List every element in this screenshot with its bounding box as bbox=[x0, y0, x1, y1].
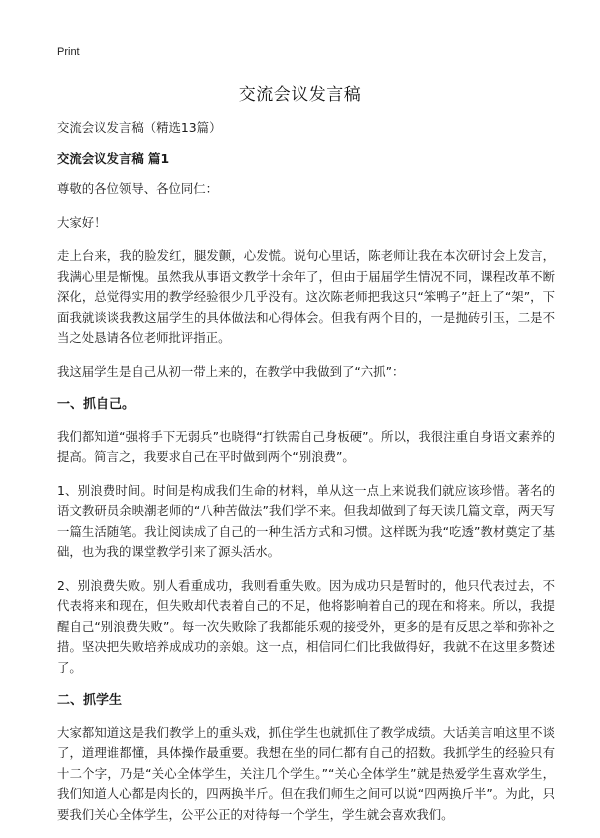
salutation: 尊敬的各位领导、各位同仁： bbox=[57, 181, 219, 196]
paragraph-section1-item1: 1、别浪费时间。时间是构成我们生命的材料，单从这一点上来说我们就应该珍惜。著名的语文教研员余映潮老师的“八种苦做法”我们学不来。但我却做到了每天读几篇文章，两天写一篇生活随笔。我让阅读成了自己的一种生活方式和习惯。这样既为我“吃透”教材奠定了基础，也为我的课堂教学引来了源头活水。 bbox=[57, 482, 555, 559]
article-heading: 交流会议发言稿 篇1 bbox=[57, 150, 170, 166]
document-subtitle: 交流会议发言稿（精选13篇） bbox=[57, 120, 222, 135]
section-heading-2: 二、抓学生 bbox=[57, 693, 123, 708]
section-heading-1: 一、抓自己。 bbox=[57, 397, 136, 412]
paragraph-six-points: 我这届学生是自己从初一带上来的，在教学中我做到了“六抓”： bbox=[57, 363, 405, 379]
document-body bbox=[57, 118, 555, 838]
greeting: 大家好！ bbox=[57, 214, 107, 230]
paragraph-section1: 我们都知道“强将手下无弱兵”也晓得“打铁需自己身板硬”。所以，我很注重自身语文素养的提高。简言之，我要求自己在平时做到两个“别浪费”。 bbox=[57, 428, 555, 464]
document-title: 交流会议发言稿 bbox=[238, 85, 362, 105]
paragraph-section2: 大家都知道这是我们教学上的重头戏，抓住学生也就抓住了教学成绩。大话美言咱这里不谈了，道理谁都懂，具体操作最重要。我想在坐的同仁都有自己的招数。我抓学生的经验只有十二个字，乃是“关心全体学生，关注几个学生。”“关心全体学生”就是热爱学生喜欢学生，我们知道人心都是肉长的，四两换半斤。但在我们师生之间可以说“四两换斤半”。为此，只要我们关心全体学生，公平公正的对待每一个学生，学生就会喜欢我们。 bbox=[57, 724, 555, 822]
print-link[interactable]: Print bbox=[57, 46, 80, 58]
paragraph-section1-item2: 2、别浪费失败。别人看重成功，我则看重失败。因为成功只是暂时的，他只代表过去，不代表将来和现在，但失败却代表着自己的不足，他将影响着自己的现在和将来。所以，我提醒自己“别浪费失败”。每一次失败除了我都能乐观的接受外，更多的是有反思之举和弥补之措。坚决把失败培养成成功的亲娘。这一点，相信同仁们比我做得好，我就不在这里多赘述了。 bbox=[57, 577, 555, 675]
paragraph-intro: 走上台来，我的脸发红，腿发颤，心发慌。说句心里话，陈老师让我在本次研讨会上发言，我满心里是惭愧。虽然我从事语文教学十余年了，但由于届届学生情况不同，课程改革不断深化，总觉得实用的教学经验很少几乎没有。这次陈老师把我这只“笨鸭子”赶上了“架”，下面我就谈谈我教这届学生的具体做法和心得体会。但我有两个目的，一是抛砖引玉，二是不当之处恳请各位老师批评指正。 bbox=[57, 248, 555, 345]
